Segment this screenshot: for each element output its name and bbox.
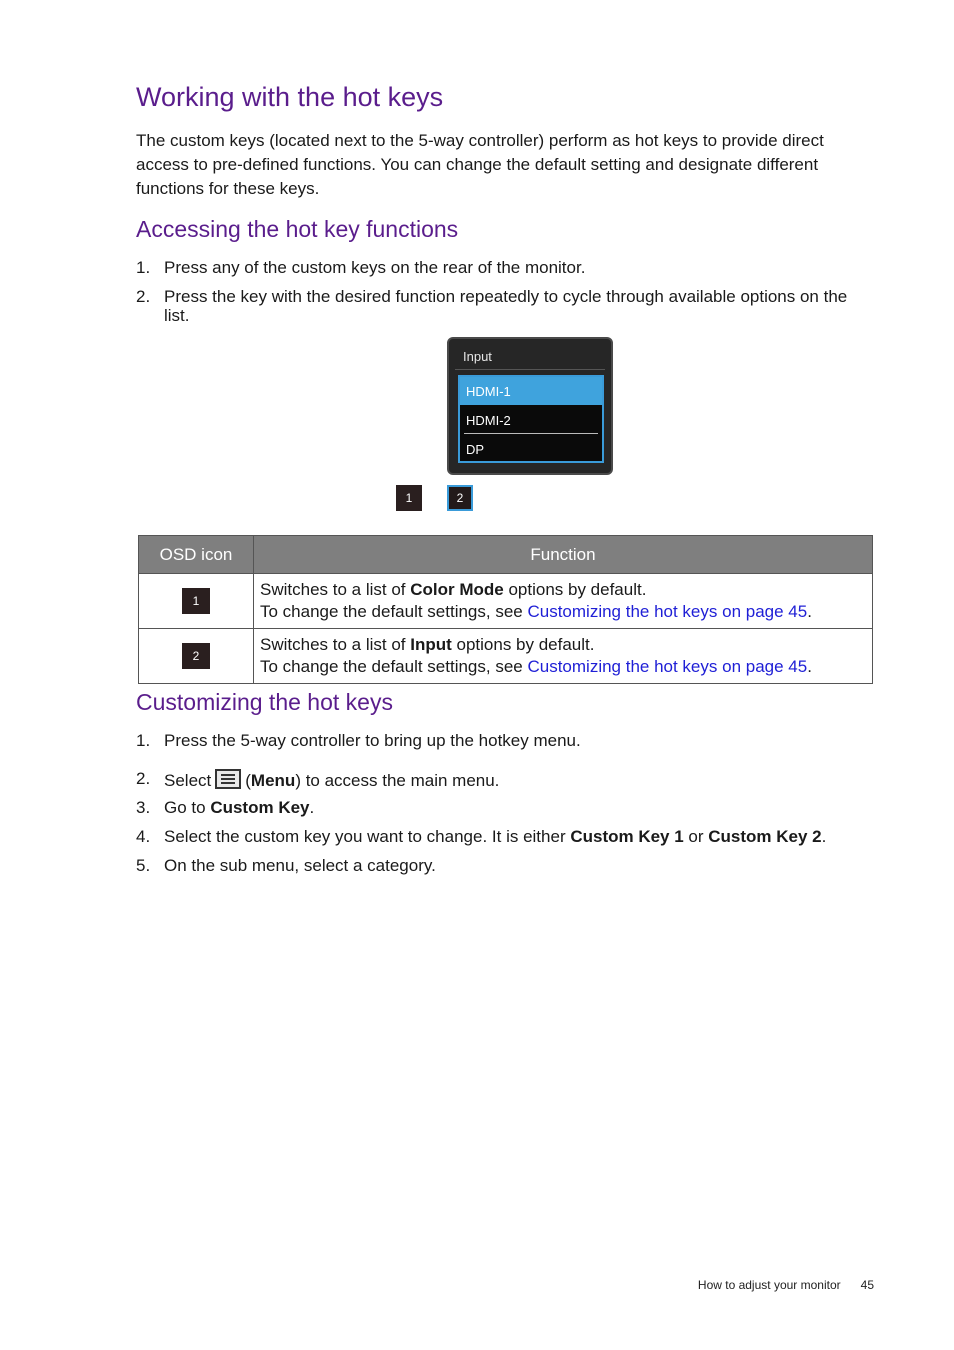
list-item [136, 827, 876, 846]
osd-icon-cell [139, 574, 254, 629]
section-heading-accessing: Accessing the hot key functions [136, 216, 459, 242]
osd-option-list [458, 375, 604, 463]
function-cell [254, 574, 873, 629]
list-item [136, 769, 876, 790]
osd-divider [455, 369, 605, 370]
list-item [136, 731, 876, 750]
step-text: Select (Menu) to access the main menu. [164, 771, 500, 790]
step-text: Go to Custom Key. [164, 798, 315, 817]
osd-title: Input [463, 349, 492, 364]
osd-option-hdmi1[interactable]: HDMI-1 [460, 377, 602, 405]
column-header-osd-icon: OSD icon [139, 536, 254, 574]
table-row [139, 574, 873, 629]
list-item [136, 287, 876, 325]
step-number: 1. [136, 258, 151, 277]
step-number: 5. [136, 856, 151, 875]
step-number: 2. [136, 769, 151, 788]
hot-key-1-icon: 1 [396, 485, 422, 511]
page-footer [698, 1278, 874, 1292]
hot-key-2-icon: 2 [182, 643, 210, 669]
hot-key-2-icon: 2 [447, 485, 473, 511]
intro-paragraph: The custom keys (located next to the 5-way controller) perform as hot keys to provide direct access to pre-defined functions. You can change the default setting and designate different functions for these keys. [136, 131, 824, 198]
hot-key-table [138, 535, 873, 684]
page-title: Working with the hot keys [136, 82, 444, 112]
step-number: 4. [136, 827, 151, 846]
function-line: To change the default settings, see Customizing the hot keys on page 45. [260, 602, 812, 621]
table-row [139, 629, 873, 684]
page-number: 45 [860, 1278, 874, 1292]
function-line: Switches to a list of Input options by default. [260, 635, 595, 654]
function-line: To change the default settings, see Customizing the hot keys on page 45. [260, 657, 812, 676]
osd-input-menu [447, 337, 613, 475]
list-item [136, 798, 876, 817]
step-text: Press any of the custom keys on the rear of the monitor. [164, 258, 586, 277]
step-number: 2. [136, 287, 151, 306]
list-item [136, 258, 876, 277]
step-text: Press the key with the desired function repeatedly to cycle through available options on the list. [164, 287, 848, 325]
step-number: 3. [136, 798, 151, 817]
function-line: Switches to a list of Color Mode options by default. [260, 580, 647, 599]
step-text: On the sub menu, select a category. [164, 856, 436, 875]
osd-option-dp[interactable]: DP [466, 442, 485, 457]
osd-option-hdmi2[interactable]: HDMI-2 [460, 406, 602, 434]
hot-key-1-icon: 1 [182, 588, 210, 614]
list-item [136, 856, 876, 875]
customizing-link[interactable]: Customizing the hot keys on page 45 [527, 657, 808, 676]
osd-icon-cell [139, 629, 254, 684]
function-cell [254, 629, 873, 684]
menu-icon [215, 769, 241, 789]
step-text: Select the custom key you want to change. It is either Custom Key 1 or Custom Key 2. [164, 827, 827, 846]
footer-section: How to adjust your monitor [697, 1278, 841, 1292]
step-number: 1. [136, 731, 151, 750]
customizing-link[interactable]: Customizing the hot keys on page 45 [527, 602, 808, 621]
step-text: Press the 5-way controller to bring up the hotkey menu. [164, 731, 581, 750]
column-header-function: Function [254, 536, 873, 574]
section-heading-customizing: Customizing the hot keys [136, 689, 393, 715]
